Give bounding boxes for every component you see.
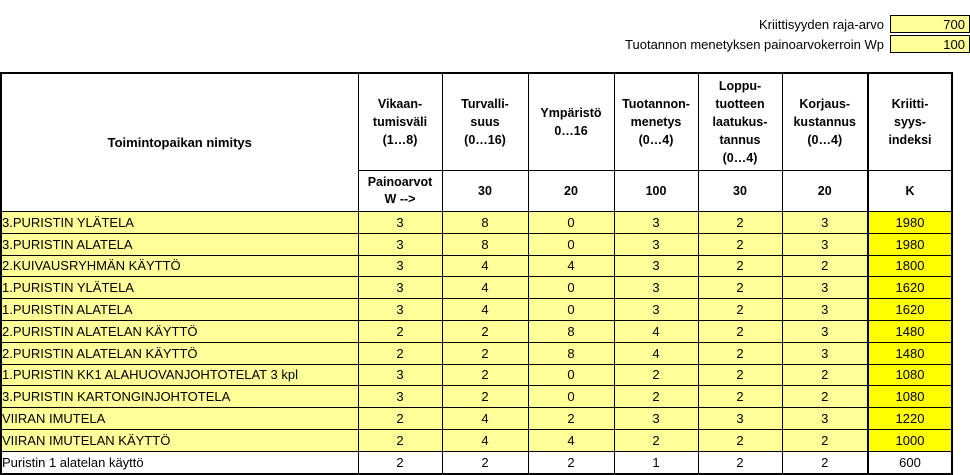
table-row [1, 429, 952, 451]
value-cell[interactable]: 8 [442, 212, 528, 234]
value-cell[interactable]: 0 [528, 277, 614, 299]
value-cell[interactable]: 3 [358, 233, 442, 255]
value-cell[interactable]: 1 [614, 451, 698, 473]
row-name-cell[interactable]: 2.PURISTIN ALATELAN KÄYTTÖ [1, 342, 358, 364]
weight-value[interactable]: 100 [890, 35, 970, 53]
value-cell[interactable]: 2 [698, 233, 782, 255]
value-cell[interactable]: 2 [698, 299, 782, 321]
value-cell[interactable]: 3 [782, 408, 868, 430]
value-cell[interactable]: 3 [782, 342, 868, 364]
value-cell[interactable]: 3 [614, 212, 698, 234]
criticality-index-cell[interactable]: 1620 [868, 277, 952, 299]
value-cell[interactable]: 4 [442, 429, 528, 451]
value-cell[interactable]: 4 [614, 320, 698, 342]
value-cell[interactable]: 2 [698, 429, 782, 451]
criticality-index-cell[interactable]: 1480 [868, 320, 952, 342]
value-cell[interactable]: 2 [528, 451, 614, 473]
value-cell[interactable]: 2 [698, 451, 782, 473]
criticality-index-cell[interactable]: 1220 [868, 408, 952, 430]
value-cell[interactable]: 2 [614, 364, 698, 386]
value-cell[interactable]: 3 [358, 212, 442, 234]
weights-label: Painoarvot W --> [358, 171, 442, 212]
value-cell[interactable]: 2 [698, 386, 782, 408]
header-environment: Ympäristö 0…16 [528, 73, 614, 171]
value-cell[interactable]: 2 [698, 255, 782, 277]
value-cell[interactable]: 3 [614, 408, 698, 430]
value-cell[interactable]: 0 [528, 386, 614, 408]
value-cell[interactable]: 3 [698, 408, 782, 430]
threshold-label: Kriittisyyden raja-arvo [759, 16, 884, 32]
value-cell[interactable]: 2 [698, 364, 782, 386]
weight-repair-cost: 20 [782, 171, 868, 212]
value-cell[interactable]: 4 [442, 408, 528, 430]
header-criticality-index: Kriitti- syys- indeksi [868, 73, 952, 171]
table-row [1, 320, 952, 342]
value-cell[interactable]: 3 [358, 277, 442, 299]
row-name-cell[interactable]: 1.PURISTIN YLÄTELA [1, 277, 358, 299]
value-cell[interactable]: 4 [442, 255, 528, 277]
value-cell[interactable]: 4 [442, 277, 528, 299]
header-name: Toimintopaikan nimitys [1, 73, 358, 212]
value-cell[interactable]: 2 [614, 429, 698, 451]
criticality-table [0, 72, 953, 475]
value-cell[interactable]: 8 [528, 320, 614, 342]
table-row [1, 408, 952, 430]
criticality-index-cell[interactable]: 1800 [868, 255, 952, 277]
row-name-cell[interactable]: 3.PURISTIN ALATELA [1, 233, 358, 255]
value-cell[interactable]: 2 [358, 429, 442, 451]
value-cell[interactable]: 4 [528, 255, 614, 277]
row-name-cell[interactable]: 2.PURISTIN ALATELAN KÄYTTÖ [1, 320, 358, 342]
value-cell[interactable]: 3 [614, 255, 698, 277]
value-cell[interactable]: 2 [698, 342, 782, 364]
value-cell[interactable]: 2 [442, 364, 528, 386]
criticality-index-cell[interactable]: 1980 [868, 212, 952, 234]
row-name-cell[interactable]: 2.KUIVAUSRYHMÄN KÄYTTÖ [1, 255, 358, 277]
value-cell[interactable]: 2 [614, 386, 698, 408]
header-failure-interval: Vikaan- tumisväli (1…8) [358, 73, 442, 171]
value-cell[interactable]: 3 [614, 277, 698, 299]
value-cell[interactable]: 3 [782, 320, 868, 342]
value-cell[interactable]: 0 [528, 212, 614, 234]
value-cell[interactable]: 0 [528, 364, 614, 386]
value-cell[interactable]: 2 [442, 342, 528, 364]
weight-quality-cost: 30 [698, 171, 782, 212]
criticality-index-cell[interactable]: 600 [868, 451, 952, 473]
table-row [1, 277, 952, 299]
header-quality-cost: Loppu- tuotteen laatukus- tannus (0…4) [698, 73, 782, 171]
table-row [1, 386, 952, 408]
value-cell[interactable]: 2 [358, 342, 442, 364]
weight-environment: 20 [528, 171, 614, 212]
row-name-cell[interactable]: 3.PURISTIN KARTONGINJOHTOTELA [1, 386, 358, 408]
value-cell[interactable]: 2 [698, 212, 782, 234]
table-row [1, 364, 952, 386]
value-cell[interactable]: 8 [528, 342, 614, 364]
value-cell[interactable]: 2 [442, 451, 528, 473]
value-cell[interactable]: 2 [358, 408, 442, 430]
value-cell[interactable]: 2 [358, 451, 442, 473]
table-row [1, 233, 952, 255]
criticality-index-cell[interactable]: 1000 [868, 429, 952, 451]
criticality-index-cell[interactable]: 1080 [868, 364, 952, 386]
value-cell[interactable]: 2 [782, 451, 868, 473]
table-row [1, 342, 952, 364]
value-cell[interactable]: 4 [528, 429, 614, 451]
criticality-index-cell[interactable]: 1080 [868, 386, 952, 408]
header-safety: Turvalli- suus (0…16) [442, 73, 528, 171]
value-cell[interactable]: 3 [782, 233, 868, 255]
criticality-index-cell[interactable]: 1480 [868, 342, 952, 364]
value-cell[interactable]: 3 [782, 299, 868, 321]
row-name-cell[interactable]: Puristin 1 alatelan käyttö [1, 451, 358, 473]
value-cell[interactable]: 2 [782, 255, 868, 277]
value-cell[interactable]: 3 [614, 233, 698, 255]
value-cell[interactable]: 2 [442, 386, 528, 408]
value-cell[interactable]: 2 [528, 408, 614, 430]
row-name-cell[interactable]: 1.PURISTIN KK1 ALAHUOVANJOHTOTELAT 3 kpl [1, 364, 358, 386]
row-name-cell[interactable]: VIIRAN IMUTELAN KÄYTTÖ [1, 429, 358, 451]
table-row [1, 451, 952, 473]
value-cell[interactable]: 3 [782, 277, 868, 299]
threshold-param [759, 14, 970, 34]
value-cell[interactable]: 8 [442, 233, 528, 255]
weight-production-loss: 100 [614, 171, 698, 212]
weight-k: K [868, 171, 952, 212]
value-cell[interactable]: 3 [358, 255, 442, 277]
header-production-loss: Tuotannon- menetys (0…4) [614, 73, 698, 171]
row-name-cell[interactable]: VIIRAN IMUTELA [1, 408, 358, 430]
value-cell[interactable]: 4 [614, 342, 698, 364]
value-cell[interactable]: 2 [442, 320, 528, 342]
value-cell[interactable]: 3 [358, 386, 442, 408]
value-cell[interactable]: 3 [358, 299, 442, 321]
value-cell[interactable]: 2 [358, 320, 442, 342]
value-cell[interactable]: 3 [358, 364, 442, 386]
value-cell[interactable]: 0 [528, 233, 614, 255]
value-cell[interactable]: 2 [698, 277, 782, 299]
table-row [1, 212, 952, 234]
value-cell[interactable]: 2 [782, 429, 868, 451]
row-name-cell[interactable]: 1.PURISTIN ALATELA [1, 299, 358, 321]
criticality-index-cell[interactable]: 1620 [868, 299, 952, 321]
value-cell[interactable]: 0 [528, 299, 614, 321]
weight-safety: 30 [442, 171, 528, 212]
table-row [1, 255, 952, 277]
weight-param [625, 34, 970, 54]
value-cell[interactable]: 3 [782, 212, 868, 234]
value-cell[interactable]: 2 [782, 364, 868, 386]
value-cell[interactable]: 2 [698, 320, 782, 342]
criticality-index-cell[interactable]: 1980 [868, 233, 952, 255]
weight-label: Tuotannon menetyksen painoarvokerroin Wp [625, 36, 884, 52]
header-repair-cost: Korjaus- kustannus (0…4) [782, 73, 868, 171]
value-cell[interactable]: 2 [782, 386, 868, 408]
value-cell[interactable]: 4 [442, 299, 528, 321]
table-row [1, 299, 952, 321]
row-name-cell[interactable]: 3.PURISTIN YLÄTELA [1, 212, 358, 234]
threshold-value[interactable]: 700 [890, 15, 970, 33]
value-cell[interactable]: 3 [614, 299, 698, 321]
